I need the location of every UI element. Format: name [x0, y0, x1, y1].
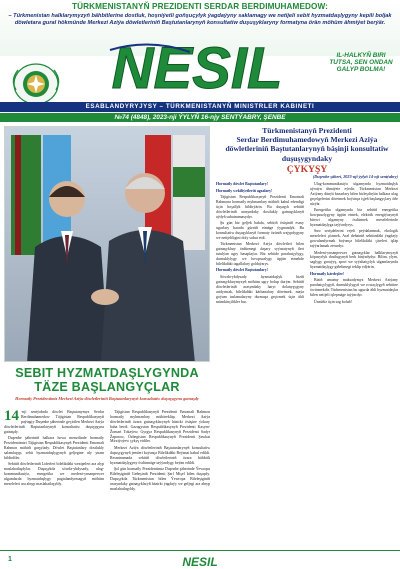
right-article-title: [216, 126, 398, 175]
right-article-body: [216, 182, 398, 546]
page-number: 1: [8, 556, 12, 563]
right-title-line1: Türkmenistanyň Prezidenti: [262, 126, 352, 135]
nesil-logo: [90, 40, 305, 94]
left-paragraph: Sebitiň döwletleriniň Liderleri bilelikdäki wezipeleri ara alyp maslahatlaşdylar. Duşuşykda söwda-ykdysady, ulag-kommunikasiýa, energetika we medeni-ynsanperwer ulgamlarda hyzmatdaşlygy pugtalandyrmagyň möhüm meseleleri ara alnyp maslahatlaşyldy.: [4, 462, 104, 486]
right-paragraph: Hormatly kärdeşler!: [310, 271, 345, 276]
leaders-photo: [4, 126, 210, 362]
slogan: IL-HALKYŇ BIRI TUTSA, SEN ONDAN GALYP BOLMA!: [329, 52, 393, 74]
banner-headline: TÜRKMENISTANYŇ PREZIDENTI SERDAR BERDIMUHAMEDOW:: [71, 2, 329, 11]
dropcap: 14: [4, 410, 19, 424]
nesil-logo-text: NESIL: [111, 40, 283, 94]
right-paragraph: Şu gün biz geljek hakda, sebitiň ösüşiniň esasy ugurlary barada gürrüň etmäge ýygnandyk. Bu konsultatiw duşuşyklaryň formaty özüniň wajypdygyny we netijeliligini doly subut etdi.: [216, 221, 304, 240]
right-paragraph: Ünsüňiz üçin sag boluň!: [314, 299, 352, 304]
issue-bar: №74 (4848), 2023-nji ÝYLYŇ 16-njy SENTÝABRY, ŞENBE: [0, 113, 400, 122]
brand-row: [0, 40, 400, 98]
right-paragraph: Energetika ulgamynda biz sebitiň energetika howpsuzlygyny üpjün etmek, elektrik energiýasynyň bitewi ulgamyny ösdürmek meselelerinde hyzmatdaşlyga taýýardyrys.: [310, 208, 398, 227]
right-paragraph: Medeni-ynsanperwer gatnaşyklar halklarymyzyň köpasyrlyk dostlugynyň berk binýadydyr. Bilim, ylym, saglygy goraýyş, sport we syýahatçylyk ulgamlarynda hyzmatdaşlygy giňeltmegi teklip edýärin.: [310, 250, 398, 270]
right-paragraph: Biziň umumy maksadymyz Merkezi Aziýany parahatçylygyň, durnuklylygyň we rowaçlygyň sebitine öwürmekdir. Türkmenistan bu ugurda ähli hyzmatdaşlar bilen netijeli işleşmäge taýýardyr.: [310, 278, 398, 297]
right-title-line3: ÇYKYŞY: [286, 163, 328, 175]
left-headline-line1: SEBIT HYZMATDAŞLYGYNDA: [15, 366, 199, 380]
right-paragraph: Hormatly döwlet Baştutanlary!: [216, 268, 269, 273]
page-footer: [0, 550, 400, 569]
left-paragraph: -nji sentýabrda döwlet Baştutanymyz Serdar Berdimuhamedow Täjigistan Respublikasynyň paýtagty Duşenbe şäherinde geçirilen Merkezi Aziýa döwletleriniň Baştutanlarynyň konsultatiw duşuşygyna gatnaşdy.: [4, 410, 104, 434]
left-headline-line2: TÄZE BAŞLANGYÇLAR: [34, 380, 180, 394]
footer-logo-text: NESIL: [182, 555, 218, 567]
left-article-body: [4, 410, 210, 546]
right-title-line2: Serdar Berdimuhamedowyň Merkezi Aziýa döwletleriniň Baştutanlarynyň bäşinji konsultatiw duşuşygyndaky: [225, 135, 389, 163]
leaders-photo-image: [5, 127, 210, 362]
left-article-subhead: Hormatly Prezidentimiz Merkezi Aziýa döwletleriniň Baştutanlarynyň konsultatiw duşuşygyna gatnaşdy: [15, 396, 199, 401]
right-article-place: (Duşenbe şäheri, 2023-nji ýylyň 14-nji sentýabry): [312, 174, 398, 179]
left-paragraph: Merkezi Aziýa döwletleriniň Baştutanlarynyň konsultatiw duşuşygynyň jemleri boýunça Bilelikdäki Beýanat kabul edildi. Resminamada sebitiň döwletleriniň özara bähbitli hyzmatdaşlygyny ösdürmäge taýýardygy beýan edildi.: [110, 445, 210, 465]
left-paragraph: Duşenbe şäheriniň halkara howa menzilinde hormatly Prezidentimizi Täjigistan Respublikasynyň Prezidenti Emomali Rahmon mähirli garşylady. Döwlet Baştutanlary dostlukly salamlaşyp, sebit hyzmatdaşlygynyň geljegine uly ynam bildirdiler.: [4, 436, 104, 460]
right-paragraph: Suw serişdelerini rejeli peýdalanmak, ekologik meseleleri çözmek, Aral deňziniň sebitindäki ýagdaýy gowulandyrmak boýunça bilelikdäki çäreleri işläp taýýarlamak zerurdyr.: [310, 229, 398, 249]
right-paragraph: Hormatly wekiliýetleriň agzalary!: [216, 188, 273, 193]
left-paragraph: Şol gün hormatly Prezidentimiz Duşenbe şäherinde Ýewropa Bileleşiginiň Geňeşiniň Prezidenti Şarl Mişel bilen duşuşdy. Duşuşykda Türkmenistan bilen Ýewropa Bileleşiginiň arasyndaky gatnaşyklaryň häzirki ýagdaýy we geljegi ara alnyp maslahatlaşyldy.: [110, 467, 210, 491]
right-paragraph: Söwda-ykdysady hyzmatdaşlyk biziň gatnaşyklarymyzyň möhüm ugry bolup durýar. Sebitiň döwletleriniň arasyndaky haryt dolanyşygyny artdyrmak, bilelikdäki kärhanalary döretmek, maýa goýum taslamalaryny durmuşa geçirmek üçin ähli mümkinçilikler bar.: [216, 274, 304, 304]
left-article-headline: [4, 366, 210, 394]
right-paragraph: Täjigistan Respublikasynyň Prezidenti Emomali Rahmona hormatly myhmanlary mähirli kabul edendigi üçin hoşallyk bildirýärin. Bu duşuşyk sebitiň döwletleriniň arasyndaky dostlukly gatnaşyklaryň aýdyň subutnamasydyr.: [216, 195, 304, 219]
right-paragraph: Hormatly döwlet Baştutanlary!: [216, 182, 269, 186]
right-paragraph: Türkmenistan Merkezi Aziýa döwletleri bilen gatnaşyklary ösdürmegi daşary syýasatynyň ileri tutulýan ugry hasaplaýar. Biz sebitde parahatçylygy, durnuklylygy we howpsuzlygy üpjün etmekde bilelikdäki tagallalary goldaýarys.: [216, 242, 304, 266]
footer-logo: [170, 555, 230, 567]
right-paragraph: Ulag-kommunikasiýa ulgamynda hyzmatdaşlyk aýratyn ähmiýete eýedir. Türkmenistan Merkezi Aziýany dünýä bazarlary bilen birleşdirýän halkara ulag geçelgelerini döretmek boýunça işjeň başlangyçlary öňe sürýär.: [310, 182, 398, 206]
banner-subline: – Türkmenistan halklarymyzyň bähbitlerine dostluk, hoşniýetli goňşuçylyk ýagdaýyny saklamagy we netijeli sebit hyzmatdaşlygyny kepili boljak döwletara gural hökmünde Merkezi Aziýa döwletleriniň Baştutanlarynyň konsultatiw duşuşyklaryny formatyna örän möhüm ähmiýet berýär.: [8, 13, 392, 27]
publisher-bar: ESABLANDYRYJYSY – TÜRKMENISTANYŇ MINISTRLER KABINETI: [0, 102, 400, 112]
state-emblem-icon: [6, 60, 66, 108]
left-paragraph: Täjigistan Respublikasynyň Prezidenti Emomali Rahmon hormatly myhmanlary mübärekläp, Merkezi Aziýa döwletleriniň özara gatnaşyklarynyň häzirki ösüşine ýokary baha berdi. Gazagystan Respublikasynyň Prezidenti Kasym-Žomart Tokaýew, Gyrgyz Respublikasynyň Prezidenti Sadyr Žaparow, Özbegistan Respublikasynyň Prezidenti Şawkat Mirziýoýew çykyş etdiler.: [110, 410, 210, 444]
